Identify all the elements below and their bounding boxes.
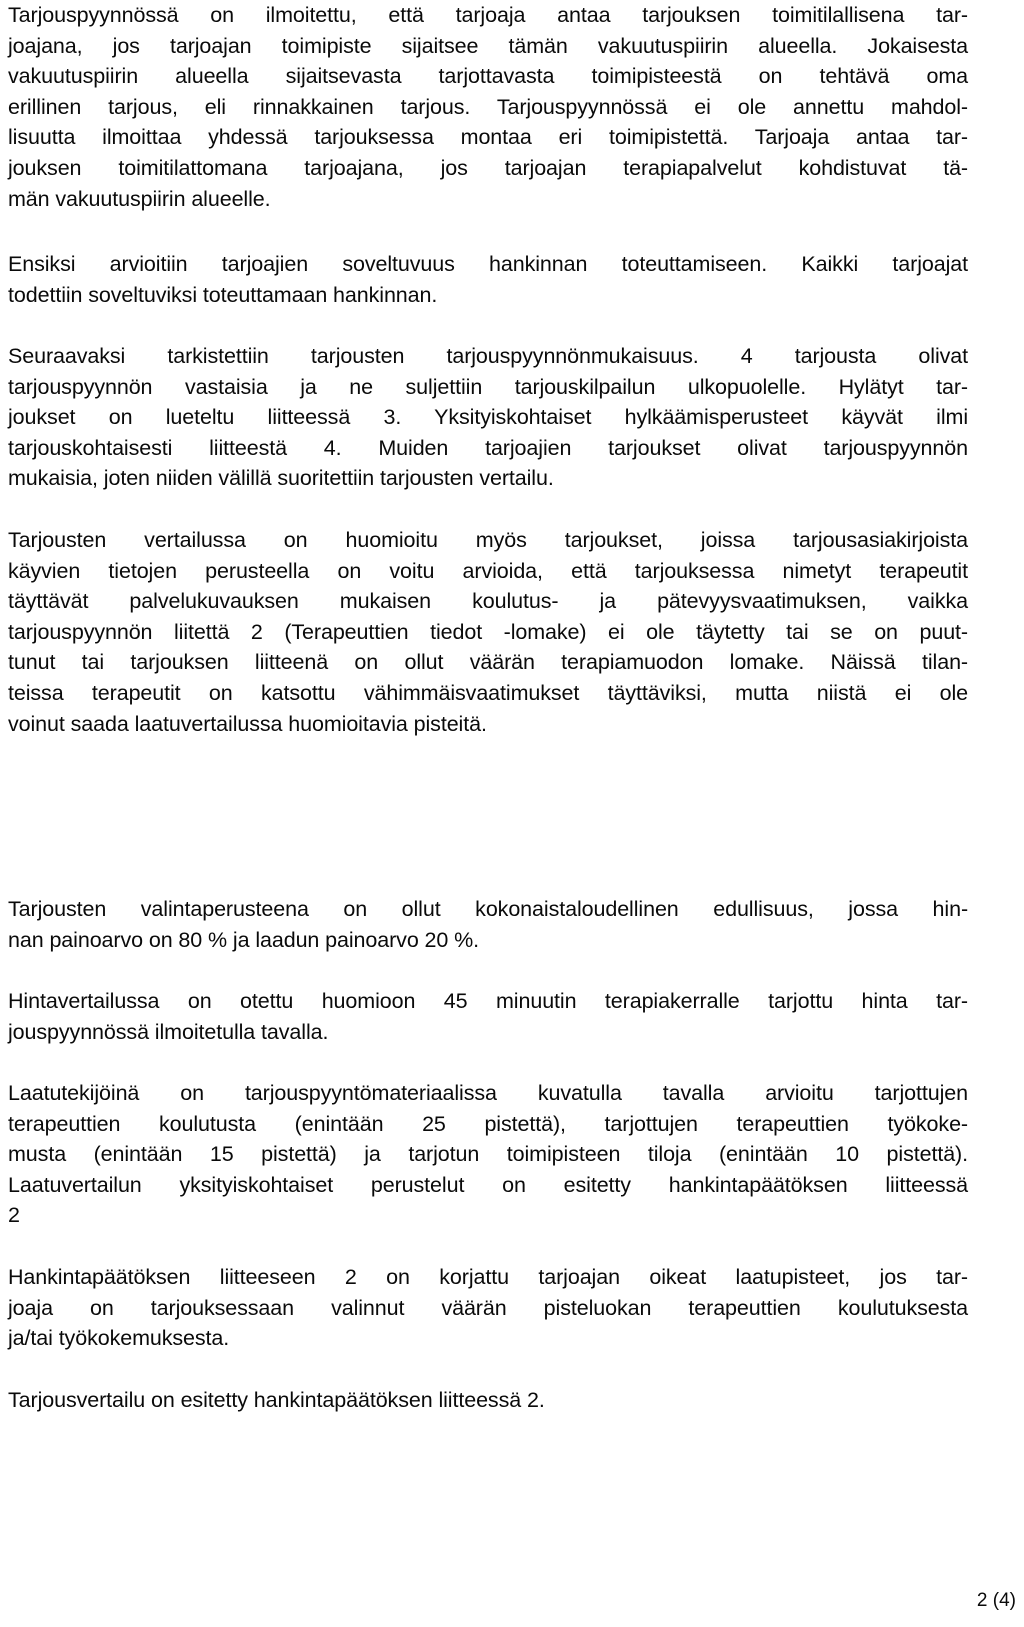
paragraph-quality-corrections	[8, 1262, 968, 1354]
text-line: todettiin soveltuviksi toteuttamaan hankinnan.	[8, 282, 438, 307]
text-line: teissa terapeutit on katsottu vähimmäisvaatimukset täyttäviksi, mutta niistä ei ole	[8, 680, 968, 705]
paragraph-comparison-notes	[8, 525, 968, 739]
text-line: Hintavertailussa on otettu huomioon 45 minuutin terapiakerralle tarjottu hinta tar-	[8, 989, 968, 1013]
text-line: tarjouspyynnön vastaisia ja ne suljettiin tarjouskilpailun ulkopuolelle. Hylätyt tar-	[8, 374, 968, 399]
text-line: joaja on tarjouksessaan valinnut väärän pisteluokan terapeuttien koulutuksesta	[8, 1295, 968, 1320]
text-line: Ensiksi arvioitiin tarjoajien soveltuvuus hankinnan toteuttamiseen. Kaikki tarjoajat	[8, 252, 968, 276]
text-line: 2	[8, 1203, 20, 1228]
text-line: mukaisia, joten niiden välillä suoritettiin tarjousten vertailu.	[8, 466, 554, 491]
text-line: Laatuvertailun yksityiskohtaiset perustelut on esitetty hankintapäätöksen liitteessä	[8, 1172, 968, 1197]
text-line: tunut tai tarjouksen liitteenä on ollut väärän terapiamuodon lomake. Näissä tilan-	[8, 650, 968, 675]
text-line: lisuutta ilmoittaa yhdessä tarjouksessa montaa eri toimipistettä. Tarjoaja antaa tar-	[8, 125, 968, 150]
text-line: tarjouskohtaisesti liitteestä 4. Muiden tarjoajien tarjoukset olivat tarjouspyynnön	[8, 435, 968, 460]
paragraph-selection-criteria	[8, 894, 968, 955]
page-number: 2 (4)	[976, 1590, 1016, 1611]
text-line: Tarjousten valintaperusteena on ollut kokonaistaloudellinen edullisuus, jossa hin-	[8, 897, 968, 921]
paragraph-suitability	[8, 249, 968, 310]
text-line: män vakuutuspiirin alueelle.	[8, 186, 271, 211]
text-line: tarjouspyynnön liitettä 2 (Terapeuttien tiedot -lomake) ei ole täytetty tai se on puut-	[8, 619, 968, 644]
text-line: joajana, jos tarjoajan toimipiste sijaitsee tämän vakuutuspiirin alueella. Jokaisesta	[8, 33, 968, 58]
text-line: voinut saada laatuvertailussa huomioitavia pisteitä.	[8, 711, 487, 736]
text-line: Laatutekijöinä on tarjouspyyntömateriaalissa kuvatulla tavalla arvioitu tarjottujen	[8, 1081, 968, 1105]
text-line: joukset on lueteltu liitteessä 3. Yksityiskohtaiset hylkäämisperusteet käyvät ilmi	[8, 405, 968, 430]
text-line: käyvien tietojen perusteella on voitu arvioida, että tarjouksessa nimetyt terapeutit	[8, 558, 968, 583]
text-line: vakuutuspiirin alueella sijaitsevasta tarjottavasta toimipisteestä on tehtävä oma	[8, 64, 968, 89]
text-line: Seuraavaksi tarkistettiin tarjousten tarjouspyynnönmukaisuus. 4 tarjousta olivat	[8, 344, 968, 368]
text-line: nan painoarvo on 80 % ja laadun painoarvo 20 %.	[8, 927, 480, 952]
text-line: jouksen toimitilattomana tarjoajana, jos tarjoajan terapiapalvelut kohdistuvat tä-	[8, 155, 968, 180]
paragraph-price-comparison	[8, 986, 968, 1047]
text-line: Tarjousten vertailussa on huomioitu myös tarjoukset, joissa tarjousasiakirjoista	[8, 528, 968, 552]
paragraph-conformity	[8, 341, 968, 494]
text-line: ja/tai työkokemuksesta.	[8, 1326, 230, 1351]
text-line: erillinen tarjous, eli rinnakkainen tarjous. Tarjouspyynnössä ei ole annettu mahdol-	[8, 94, 968, 119]
paragraph-tender-locations	[8, 0, 968, 214]
text-line: Tarjouspyynnössä on ilmoitettu, että tarjoaja antaa tarjouksen toimitilallisena tar-	[8, 3, 968, 27]
text-line: täyttävät palvelukuvauksen mukaisen koulutus- ja pätevyysvaatimuksen, vaikka	[8, 589, 968, 614]
text-line: terapeuttien koulutusta (enintään 25 pistettä), tarjottujen terapeuttien työkoke-	[8, 1111, 968, 1136]
paragraph-quality-factors	[8, 1078, 968, 1231]
text-line: Tarjousvertailu on esitetty hankintapäätöksen liitteessä 2.	[8, 1388, 545, 1412]
text-line: jouspyynnössä ilmoitetulla tavalla.	[8, 1019, 329, 1044]
text-line: Hankintapäätöksen liitteeseen 2 on korjattu tarjoajan oikeat laatupisteet, jos tar-	[8, 1265, 968, 1289]
paragraph-comparison-reference	[8, 1385, 968, 1416]
text-line: musta (enintään 15 pistettä) ja tarjotun toimipisteen tiloja (enintään 10 pistettä).	[8, 1142, 968, 1167]
